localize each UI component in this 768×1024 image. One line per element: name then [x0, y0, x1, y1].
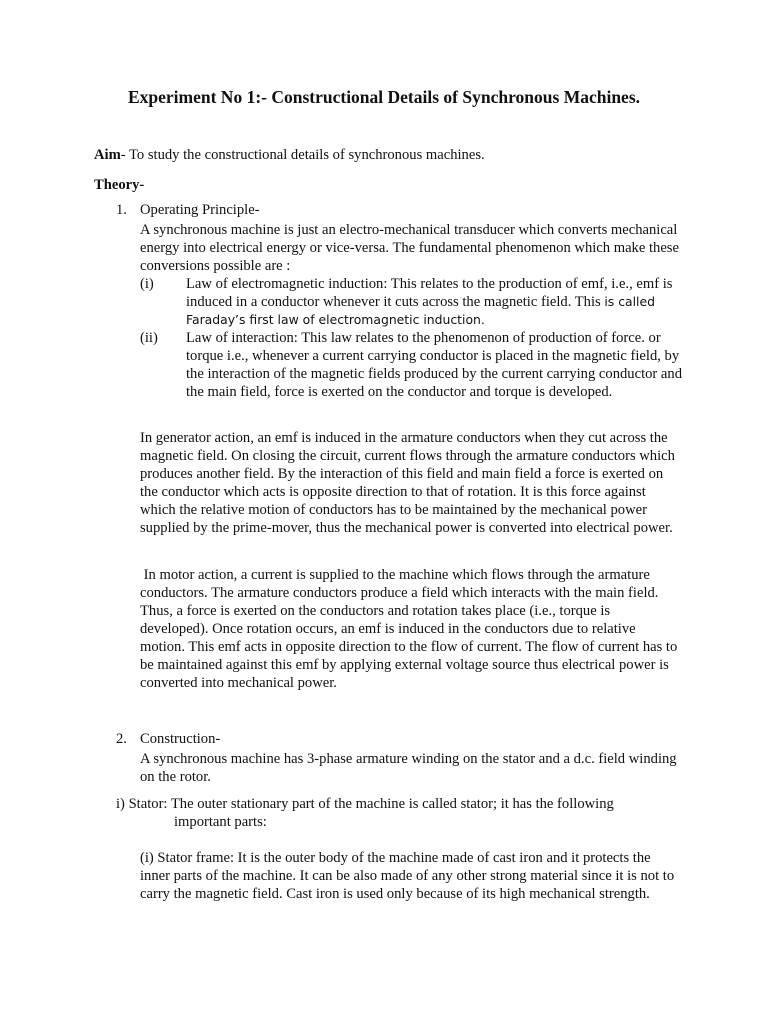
aim-label: Aim — [94, 147, 121, 163]
law-number: (i) — [140, 276, 154, 292]
theory-heading: Theory- — [94, 177, 145, 193]
generator-action-paragraph: In generator action, an emf is induced in the armature conductors when they cut across the magnetic field. On closing the circuit, current flows through the armature conductors which produces another field. By the interaction of this field and main field a force is exerted on the conductor which acts is opposite direction to that of rotation. It is this force against which the relative motion of conductors has to be maintained by the mechanical power supplied by the prime-mover, thus the mechanical power is converted into electrical power. — [140, 430, 675, 536]
section-intro: A synchronous machine is just an electro-mechanical transducer which converts mechanical energy into electrical energy or vice-versa. The fundamental phenomenon which make these conversions possible are : — [140, 222, 679, 274]
stator-paragraph — [116, 795, 676, 831]
stator-line: i) Stator: The outer stationary part of the machine is called stator; it has the following — [116, 796, 614, 812]
law-text-main: Law of electromagnetic induction: This relates to the production of emf, i.e., emf is induced in a conductor whenever it cuts across the magnetic field. This — [186, 276, 673, 310]
law-text: Law of interaction: This law relates to the phenomenon of production of force. or torque i.e., whenever a current carrying conductor is placed in the magnetic field, by the interaction of the magnetic fields produced by the current carrying conductor and the main field, force is exerted on the conductor and torque is developed. — [186, 330, 682, 400]
law-text — [186, 275, 682, 329]
stator-frame-paragraph: (i) Stator frame: It is the outer body of the machine made of cast iron and it protects the inner parts of the machine. It can be also made of any other strong material since it is not to carry the magnetic field. Cast iron is used only because of its high mechanical strength. — [140, 850, 675, 902]
section-number: 1. — [116, 202, 127, 218]
law-text-tail: is called Faraday’s first law of electromagnetic induction. — [186, 294, 655, 327]
section-heading: Operating Principle- — [140, 202, 260, 218]
stator-line: important parts: — [174, 814, 267, 830]
section-heading: Construction- — [140, 731, 221, 747]
aim-text: - To study the constructional details of synchronous machines. — [120, 147, 485, 163]
aim-line — [94, 146, 694, 164]
law-number: (ii) — [140, 330, 158, 346]
page-title: Experiment No 1:- Constructional Details of Synchronous Machines. — [127, 87, 641, 107]
section-intro: A synchronous machine has 3-phase armature winding on the stator and a d.c. field winding on the rotor. — [140, 751, 677, 785]
motor-action-paragraph: In motor action, a current is supplied to the machine which flows through the armature conductors. The armature conductors produce a field which interacts with the main field. Thus, a force is exerted on the conductors and rotation takes place (i.e., torque is developed). Once rotation occurs, an emf is induced in the conductors due to relative motion. This emf acts in opposite direction to the flow of current. The flow of current has to be maintained against this emf by applying external voltage source thus electrical power is converted into mechanical power. — [140, 567, 681, 691]
section-number: 2. — [116, 731, 127, 747]
